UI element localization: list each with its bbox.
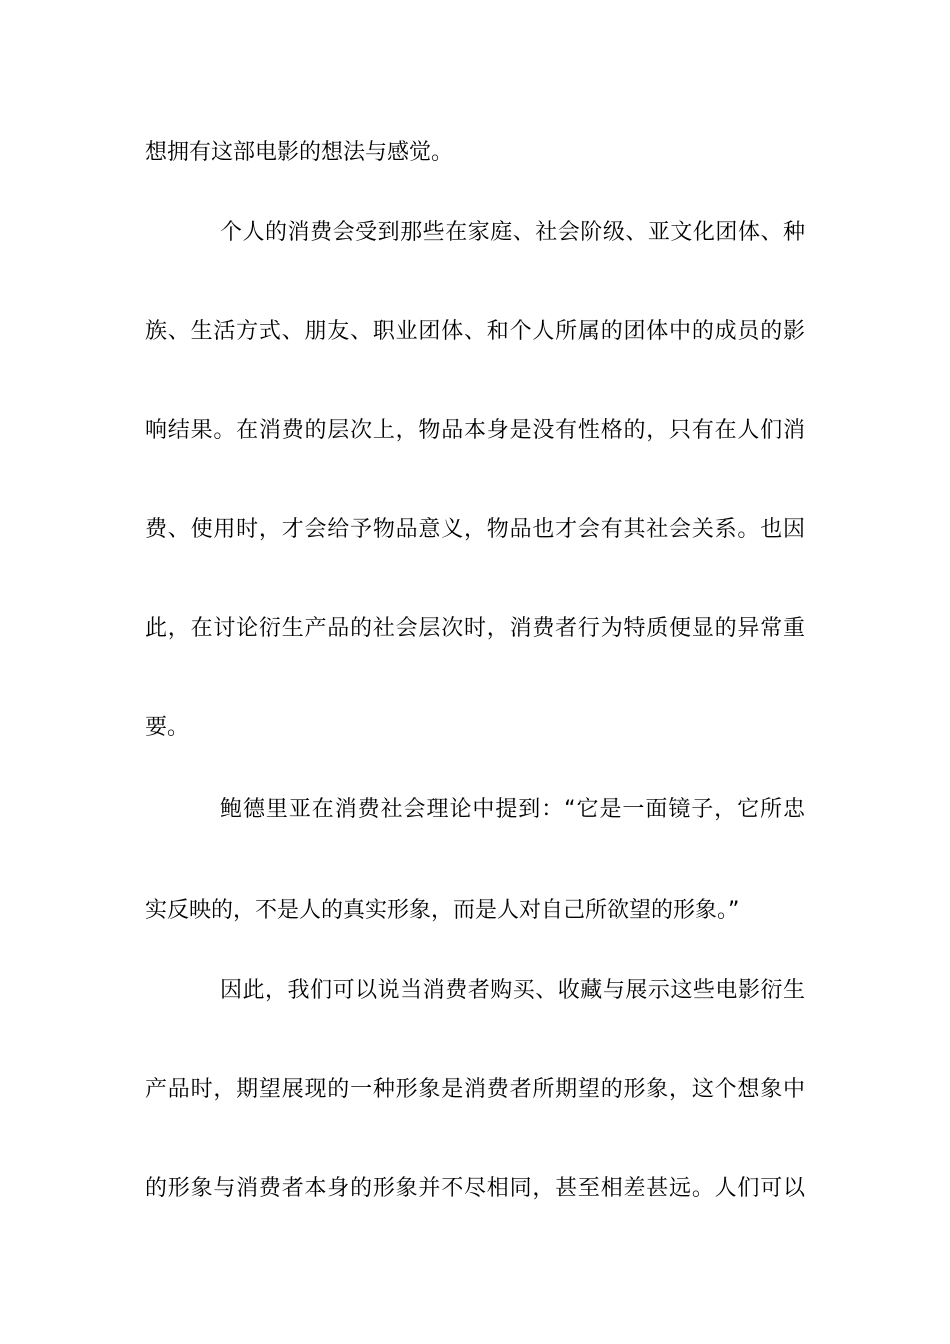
text-line: 响结果。在消费的层次上，物品本身是没有性格的，只有在人们消 xyxy=(145,418,805,443)
text-line: 族、生活方式、朋友、职业团体、和个人所属的团体中的成员的影 xyxy=(145,319,805,344)
text-line: 要。 xyxy=(145,715,190,740)
paragraph-first-line: 个人的消费会受到那些在家庭、社会阶级、亚文化团体、种 xyxy=(220,220,805,245)
text-line: 此，在讨论衍生产品的社会层次时，消费者行为特质便显的异常重 xyxy=(145,616,805,641)
paragraph-first-line: 鲍德里亚在消费社会理论中提到：“它是一面镜子，它所忠 xyxy=(220,797,805,822)
text-line: 想拥有这部电影的想法与感觉。 xyxy=(145,140,454,165)
text-line: 费、使用时，才会给予物品意义，物品也才会有其社会关系。也因 xyxy=(145,517,805,542)
paragraph-first-line: 因此，我们可以说当消费者购买、收藏与展示这些电影衍生 xyxy=(220,978,805,1003)
text-line: 产品时，期望展现的一种形象是消费者所期望的形象，这个想象中 xyxy=(145,1077,805,1102)
quote-line: 实反映的，不是人的真实形象，而是人对自己所欲望的形象。” xyxy=(145,898,740,923)
text-line: 的形象与消费者本身的形象并不尽相同，甚至相差甚远。人们可以 xyxy=(145,1176,805,1201)
